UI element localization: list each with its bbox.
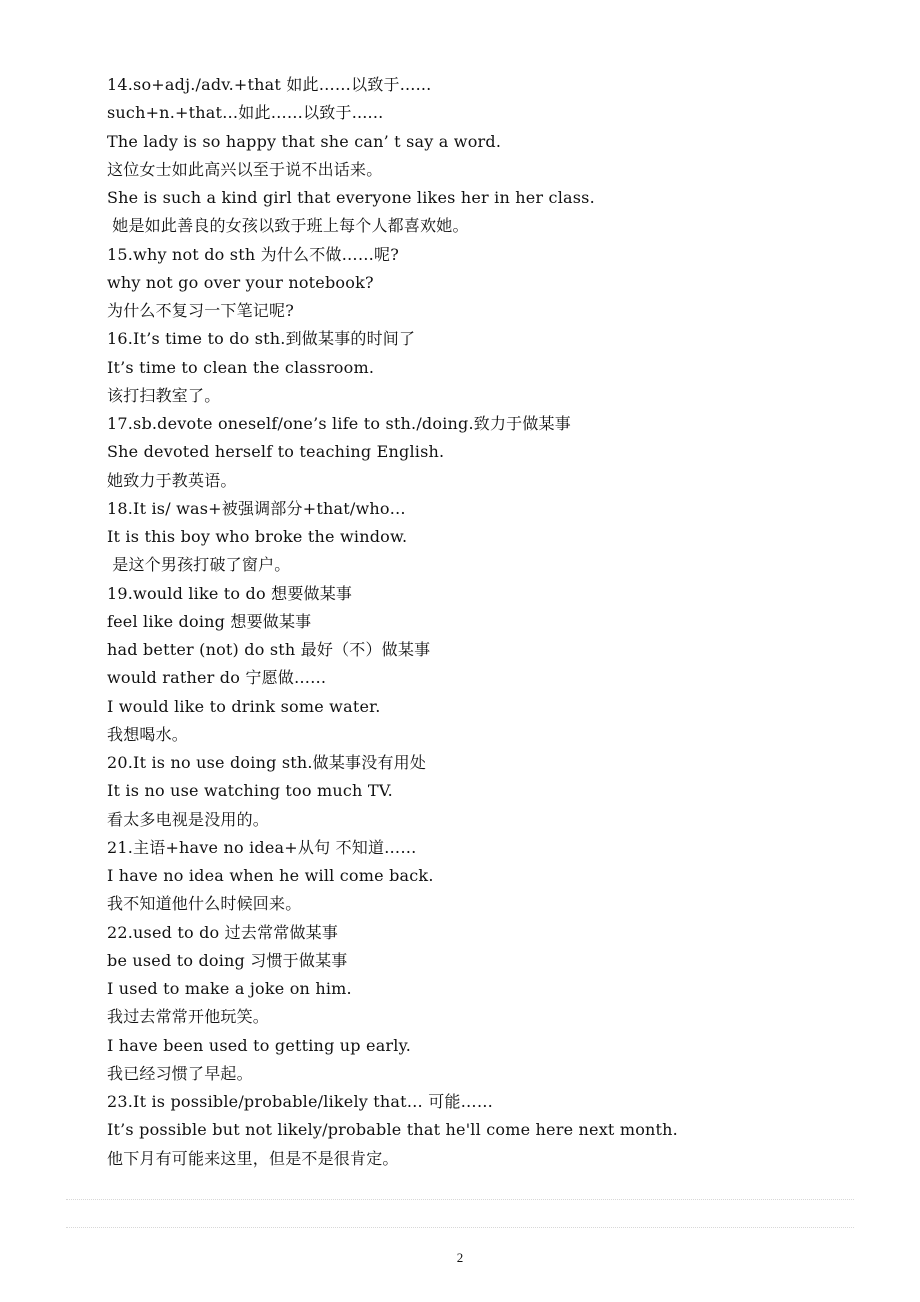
page-number: 2 [456,1250,464,1265]
text-line: She is such a kind girl that everyone likes her in her class. [107,188,595,207]
text-line: 20.It is no use doing sth.做某事没有用处 [107,753,427,772]
text-line: 23.It is possible/probable/likely that… 可能…… [107,1092,494,1111]
text-line: 21.主语+have no idea+从句 不知道…… [107,837,417,857]
text-line: She devoted herself to teaching English. [107,442,445,462]
text-line: 我已经习惯了早起。 [107,1063,253,1083]
text-line: It is this boy who broke the window. [107,527,408,546]
text-line: why not go over your notebook? [107,272,374,292]
text-line: The lady is so happy that she can’ t say a word. [107,131,502,151]
text-line: I have been used to getting up early. [107,1035,412,1055]
text-line: 为什么不复习一下笔记呢? [107,301,294,320]
text-line: I have no idea when he will come back. [107,866,434,885]
text-line: 18.It is/ was+被强调部分+that/who… [107,498,406,518]
text-line: 22.used to do 过去常常做某事 [107,922,339,942]
text-line: had better (not) do sth 最好（不）做某事 [107,640,431,659]
text-line: 17.sb.devote oneself/one’s life to sth./doing.致力于做某事 [107,414,571,433]
footer-divider [66,1199,854,1200]
text-line: 19.would like to do 想要做某事 [107,583,353,603]
text-line: 是这个男孩打破了窗户。 [107,555,291,575]
text-line: 她是如此善良的女孩以致于班上每个人都喜欢她。 [107,216,469,236]
text-line: be used to doing 习惯于做某事 [107,950,348,970]
text-line: 这位女士如此高兴以至于说不出话来。 [107,159,383,179]
document-body [107,71,867,1173]
text-line: such+n.+that…如此……以致于...... [107,103,384,123]
text-line: It’s possible but not likely/probable that he'll come here next month. [107,1120,678,1140]
text-line: 该打扫教室了。 [107,385,221,405]
text-line: It is no use watching too much TV. [107,781,393,801]
text-line: would rather do 宁愿做…… [107,668,327,688]
text-line: It’s time to clean the classroom. [107,357,375,377]
text-line: I would like to drink some water. [107,696,381,716]
text-line: 14.so+adj./adv.+that 如此……以致于...... [107,75,432,94]
text-line: 他下月有可能来这里，但是不是很肯定。 [107,1148,399,1168]
text-line: I used to make a joke on him. [107,979,352,998]
text-line: 看太多电视是没用的。 [107,809,270,829]
text-line: 15.why not do sth 为什么不做……呢? [107,244,399,264]
text-line: 16.It’s time to do sth.到做某事的时间了 [107,329,416,349]
text-line: feel like doing 想要做某事 [107,611,312,631]
text-line: 我想喝水。 [107,724,189,744]
text-line: 我过去常常开他玩笑。 [107,1007,270,1027]
footer-divider [66,1227,854,1228]
text-line: 她致力于教英语。 [107,470,237,490]
text-line: 我不知道他什么时候回来。 [107,894,302,914]
